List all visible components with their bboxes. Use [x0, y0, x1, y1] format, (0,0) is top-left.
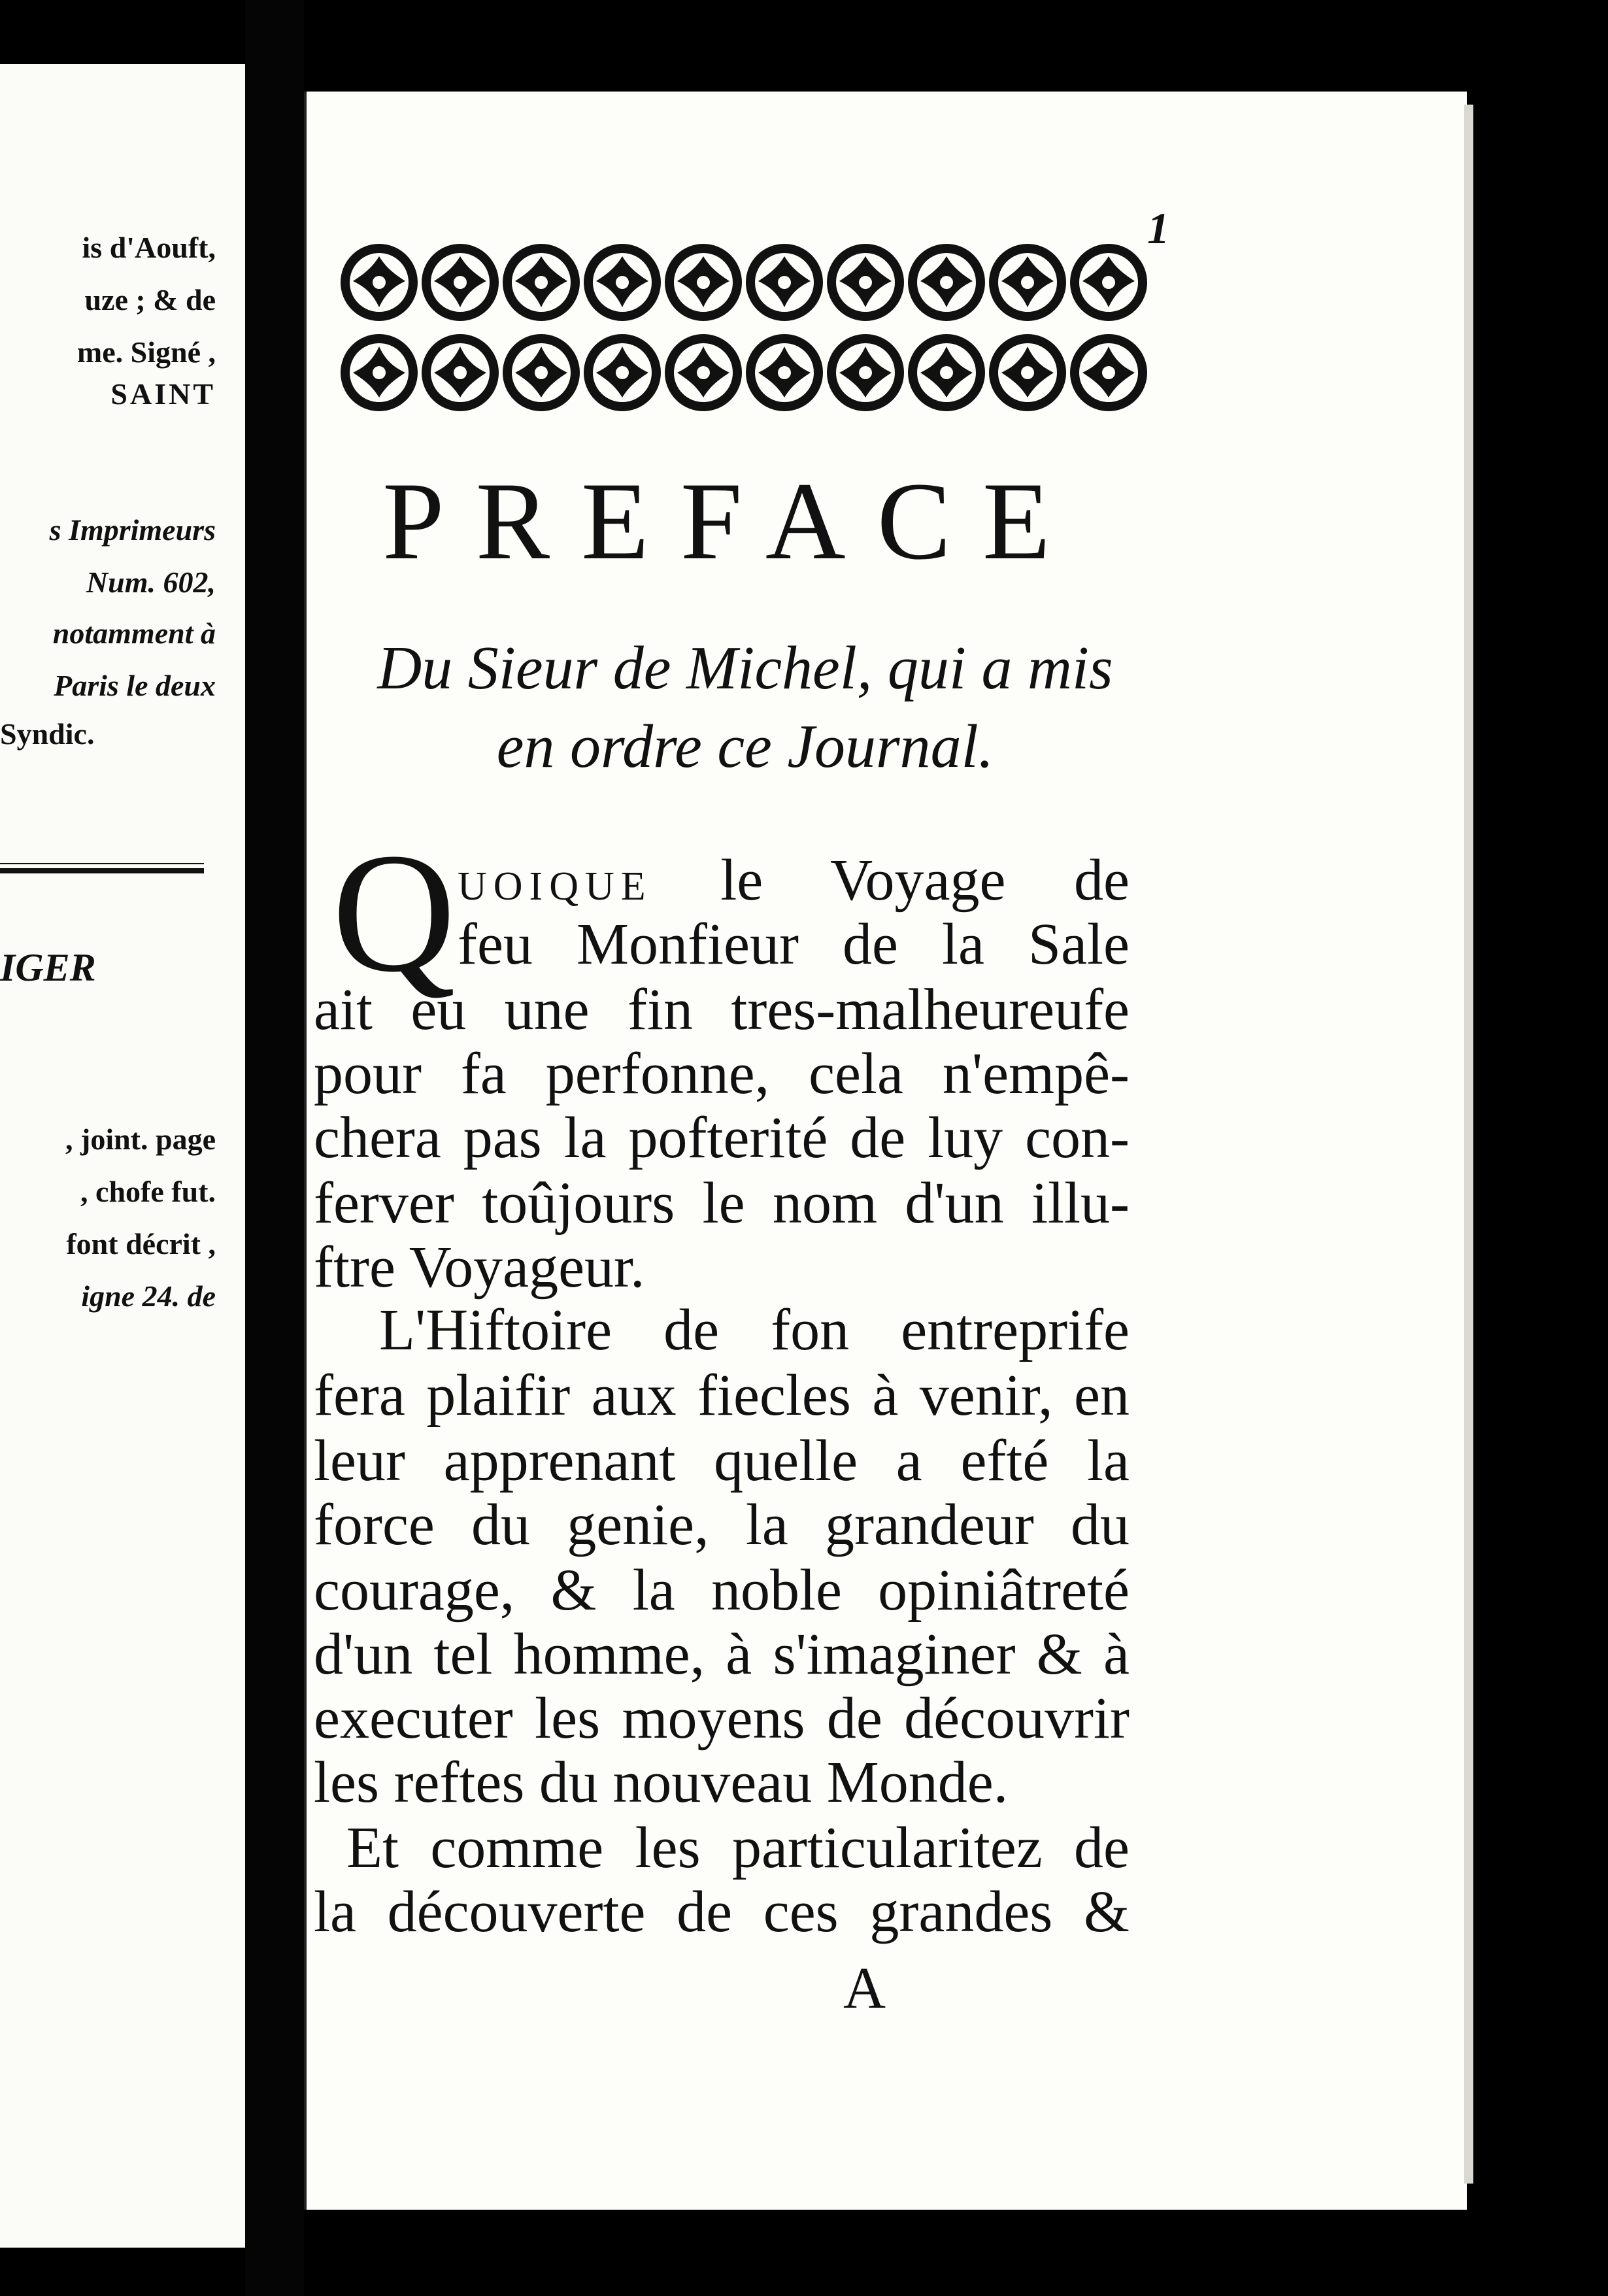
body-line: force du genie, la grandeur du [314, 1493, 1130, 1557]
left-page-line: , chofe fut. [80, 1175, 216, 1208]
ornament-row-top [345, 248, 1143, 316]
body-line: ferver toûjours le nom d'un illu- [314, 1171, 1130, 1236]
body-line: feu Monfieur de la Sale [458, 912, 1130, 977]
subtitle-line: Du Sieur de Michel, qui a mis [377, 634, 1113, 702]
left-page-line: SAINT [110, 377, 216, 411]
page-number: 1 [1147, 203, 1169, 253]
body-line: fera plaifir aux fiecles à venir, en [314, 1363, 1130, 1428]
left-page-line: font décrit , [66, 1227, 216, 1260]
body-line: d'un tel homme, à s'imaginer & à [314, 1622, 1130, 1687]
first-word-smallcaps: UOIQUE [458, 864, 652, 909]
left-page-line: is d'Aouft, [82, 231, 216, 264]
body-line-text: le Voyage de [720, 848, 1130, 913]
left-page-line: Paris le deux [54, 669, 216, 702]
body-line: pour fa perfonne, cela n'empê- [314, 1041, 1130, 1106]
left-page-line: notamment à [52, 616, 216, 650]
left-page-fragment [0, 64, 245, 2248]
body-line: les reftes du nouveau Monde. [314, 1750, 1009, 1815]
left-page-line: , joint. page [65, 1123, 216, 1156]
left-page-rule [0, 863, 204, 864]
left-page-line: Num. 602, [86, 566, 216, 599]
ornament-row-bottom [345, 339, 1143, 407]
book-gutter [245, 0, 304, 2296]
body-line: ftre Voyageur. [314, 1235, 645, 1300]
left-page-rule [0, 868, 204, 873]
left-page-line: uze ; & de [84, 283, 216, 316]
catchword: A [843, 1956, 886, 2021]
body-line: L'Hiftoire de fon entreprife [379, 1298, 1130, 1362]
drop-cap: Q [332, 818, 456, 1007]
left-page-line: igne 24. de [81, 1279, 216, 1313]
body-line: leur apprenant quelle a efté la [314, 1428, 1130, 1493]
body-line: courage, & la noble opiniâtreté [314, 1558, 1130, 1623]
body-line: chera pas la pofterité de luy con- [314, 1106, 1130, 1170]
left-page-line: IGER [0, 946, 96, 989]
ornament-band [340, 242, 1150, 415]
left-page-line: Syndic. [0, 717, 95, 751]
body-line: ait eu une fin tres-malheureufe [314, 977, 1130, 1042]
subtitle-line: en ordre ce Journal. [496, 713, 994, 781]
page-title: PREFACE [382, 460, 1082, 582]
left-page-line: me. Signé , [76, 335, 216, 369]
body-line: la découverte de ces grandes & [314, 1880, 1130, 1944]
body-line: Et comme les particularitez de [346, 1815, 1130, 1880]
body-line [458, 848, 1130, 913]
body-line: executer les moyens de découvrir [314, 1686, 1130, 1751]
left-page-line: s Imprimeurs [49, 513, 216, 547]
page-edge [1464, 105, 1473, 2184]
